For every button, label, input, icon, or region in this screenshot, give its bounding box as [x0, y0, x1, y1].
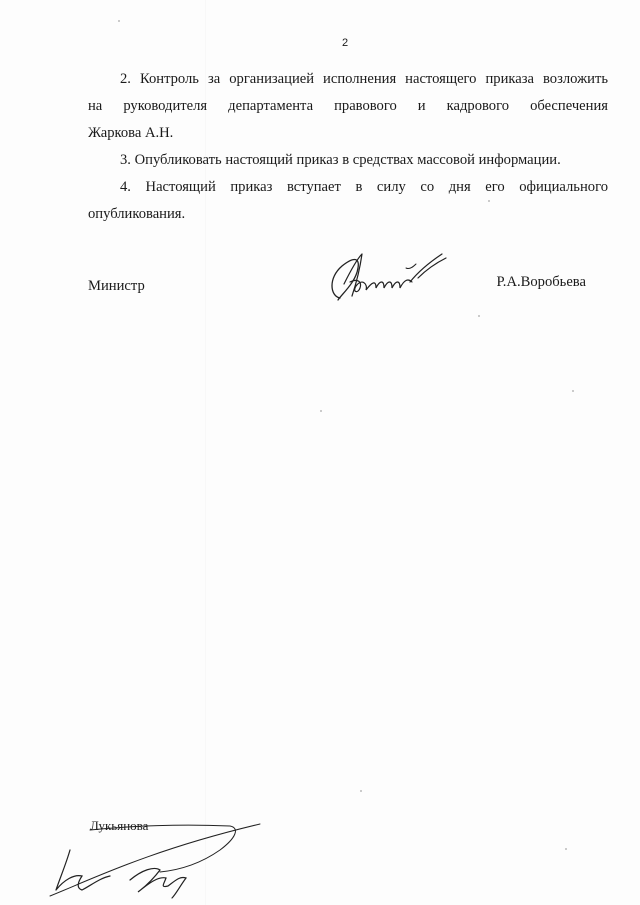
- scan-speck: [488, 200, 490, 202]
- paragraph-2-line-3: Жаркова А.Н.: [88, 125, 174, 141]
- paragraph-2-line-1: 2. Контроль за организацией исполнения настоящего приказа возложить: [120, 71, 608, 87]
- paragraph-4-line-1: 4. Настоящий приказ вступает в силу со дня его официального: [120, 179, 608, 195]
- scan-speck: [320, 410, 322, 412]
- signature-block: [88, 270, 608, 320]
- scan-speck: [118, 20, 120, 22]
- scan-speck: [478, 315, 480, 317]
- handwritten-signature: [322, 248, 452, 308]
- paragraph-4-line-2: опубликования.: [88, 206, 186, 222]
- paragraph-4: [88, 174, 608, 228]
- scan-speck: [565, 848, 567, 850]
- signer-position: Министр: [88, 278, 145, 294]
- paragraph-2: [88, 66, 608, 147]
- document-body: [88, 66, 608, 228]
- paragraph-3: [88, 147, 608, 174]
- paragraph-2-line-2: на руководителя департамента правового и кадрового обеспечения: [88, 98, 608, 114]
- executor-name: Лукьянова: [90, 818, 149, 833]
- paragraph-3-line-1: 3. Опубликовать настоящий приказ в средствах массовой информации.: [120, 152, 561, 168]
- executor-initials-signature: [30, 820, 270, 900]
- scan-speck: [360, 790, 362, 792]
- page-number: 2: [341, 37, 349, 49]
- scan-speck: [572, 390, 574, 392]
- signer-name: Р.А.Воробьева: [496, 274, 586, 290]
